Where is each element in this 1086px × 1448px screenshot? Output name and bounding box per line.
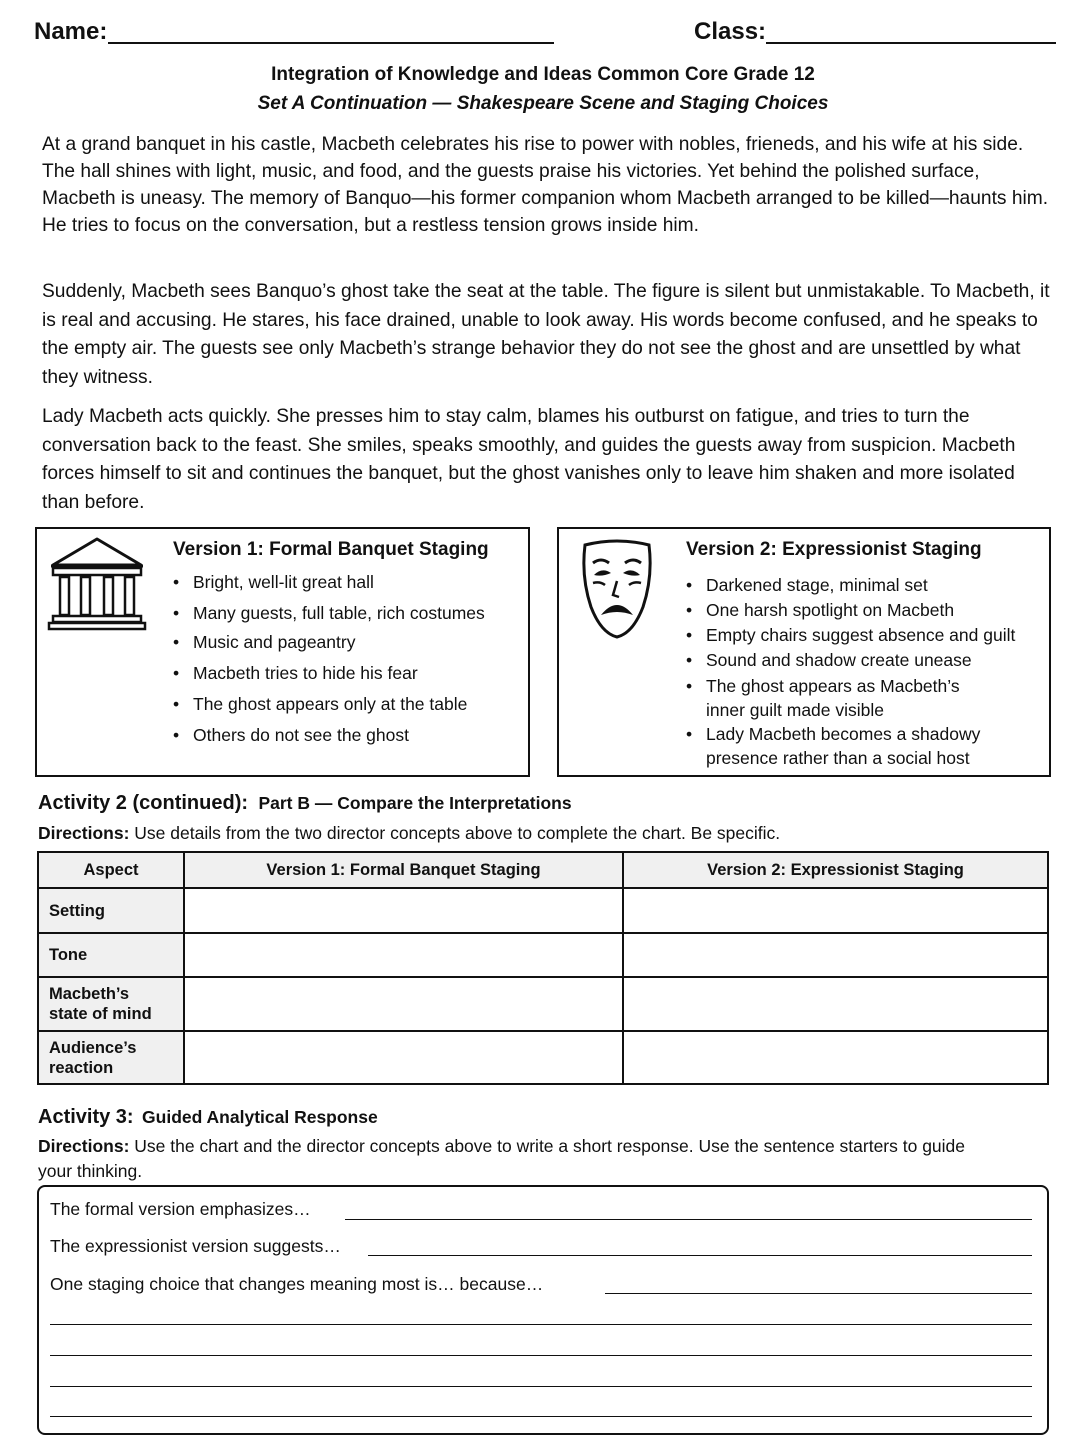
version2-list [686, 573, 1042, 770]
answer-cell[interactable] [623, 933, 1048, 977]
list-item: • Lady Macbeth becomes a shadowy presence rather than a social host [686, 722, 1006, 770]
worksheet-title: Integration of Knowledge and Ideas Common Core Grade 12 [271, 64, 815, 85]
activity3-directions [38, 1134, 998, 1184]
activity2-label: Activity 2 (continued): [38, 792, 249, 814]
aspect-label: Setting [49, 901, 105, 920]
passage-paragraph-3: Lady Macbeth acts quickly. She presses him to stay calm, blames his outburst on fatigue, and tries to turn the conversation back to the feast. She smiles, speaks smoothly, and guides the guests away from suspicion. Macbeth forces himself to sit and continues the banquet, but the ghost vanishes only to leave him shaken and more isolated than before. [42, 406, 1016, 513]
list-item: • The ghost appears as Macbeth’s inner guilt made visible [686, 674, 996, 722]
list-item: • The ghost appears only at the table [173, 694, 523, 725]
passage-paragraph-1: At a grand banquet in his castle, Macbeth celebrates his rise to power with nobles, frieneds, and his wife at his side. The hall shines with light, music, and food, and the guests praise his victories. Yet behind the polished surface, Macbeth is uneasy. The memory of Banquo—his former companion whom Macbeth arranged to be killed—haunts him. He tries to focus on the conversation, but a restless tension grows inside him. [42, 134, 1049, 236]
list-item: • Sound and shadow create unease [686, 648, 1042, 674]
list-item: • Macbeth tries to hide his fear [173, 663, 523, 694]
table-row [38, 888, 1048, 933]
directions-text: Use the chart and the director concepts above to write a short response. Use the sentence starters to guide your thinking. [38, 1136, 966, 1181]
version1-box [35, 527, 530, 777]
writing-line[interactable] [345, 1219, 1032, 1220]
writing-line[interactable] [50, 1386, 1032, 1387]
name-label: Name: [34, 18, 108, 45]
aspect-label: state of mind [49, 1005, 152, 1023]
table-row [38, 933, 1048, 977]
answer-cell[interactable] [623, 1031, 1048, 1084]
directions-text: Use details from the two director concepts above to complete the chart. Be specific. [134, 823, 781, 843]
passage-paragraph-2: Suddenly, Macbeth sees Banquo’s ghost take the seat at the table. The figure is silent but unmistakable. To Macbeth, it is real and accusing. He stares, his face drained, unable to look away. His words become confused, and he speaks to the empty air. The guests see only Macbeth’s strange behavior they do not see the ghost and are unsettled by what they witness. [42, 281, 1050, 388]
activity3-subtitle: Guided Analytical Response [142, 1107, 378, 1127]
aspect-label: Tone [49, 946, 88, 964]
list-item: • Darkened stage, minimal set [686, 573, 1042, 598]
aspect-label: Audience’s [49, 1038, 137, 1057]
table-row [38, 977, 1048, 1031]
table-row [38, 1031, 1048, 1084]
writing-line[interactable] [605, 1293, 1032, 1294]
directions-label: Directions: [38, 823, 130, 843]
aspect-label: reaction [49, 1058, 114, 1077]
answer-cell[interactable] [184, 977, 623, 1031]
activity2-heading [38, 792, 572, 815]
aspect-label: Macbeth’s [49, 985, 130, 1003]
writing-line[interactable] [50, 1355, 1032, 1356]
column-header: Version 2: Expressionist Staging [623, 852, 1048, 888]
answer-cell[interactable] [184, 888, 623, 933]
column-header: Aspect [38, 852, 184, 888]
answer-cell[interactable] [623, 977, 1048, 1031]
aspect-cell [38, 933, 184, 977]
class-field[interactable] [766, 42, 1056, 44]
list-item: • Empty chairs suggest absence and guilt [686, 623, 1042, 648]
list-item: • One harsh spotlight on Macbeth [686, 598, 1042, 623]
activity2-subtitle: Part B — Compare the Interpretations [258, 793, 572, 813]
aspect-cell [38, 1031, 184, 1084]
writing-line[interactable] [368, 1255, 1032, 1256]
directions-label: Directions: [38, 1136, 130, 1156]
list-item: • Bright, well-lit great hall [173, 572, 523, 603]
answer-cell[interactable] [623, 888, 1048, 933]
worksheet-subtitle: Set A Continuation — Shakespeare Scene and Staging Choices [257, 93, 829, 114]
tragedy-mask-icon [579, 537, 655, 641]
table-header-row [38, 852, 1048, 888]
list-item: • Many guests, full table, rich costumes [173, 603, 523, 632]
activity2-directions [38, 823, 780, 844]
writing-line[interactable] [50, 1324, 1032, 1325]
activity3-label: Activity 3: [38, 1106, 134, 1128]
version2-title: Version 2: Expressionist Staging [686, 539, 982, 560]
version1-list [173, 572, 523, 756]
name-field[interactable] [108, 42, 554, 44]
version2-box [557, 527, 1051, 777]
answer-cell[interactable] [184, 1031, 623, 1084]
starter-staging-choice: One staging choice that changes meaning most is… because… [50, 1274, 544, 1294]
aspect-cell [38, 977, 184, 1031]
temple-icon [47, 535, 147, 631]
class-label: Class: [694, 18, 767, 45]
list-item: • Others do not see the ghost [173, 725, 523, 756]
answer-cell[interactable] [184, 933, 623, 977]
starter-expressionist: The expressionist version suggests… [50, 1236, 341, 1256]
column-header: Version 1: Formal Banquet Staging [184, 852, 623, 888]
writing-line[interactable] [50, 1416, 1032, 1417]
version1-title: Version 1: Formal Banquet Staging [173, 539, 489, 560]
aspect-cell [38, 888, 184, 933]
list-item: • Music and pageantry [173, 632, 523, 663]
comparison-chart [37, 851, 1049, 1085]
response-box [37, 1185, 1049, 1435]
activity3-heading [38, 1106, 378, 1129]
starter-formal: The formal version emphasizes… [50, 1199, 311, 1219]
